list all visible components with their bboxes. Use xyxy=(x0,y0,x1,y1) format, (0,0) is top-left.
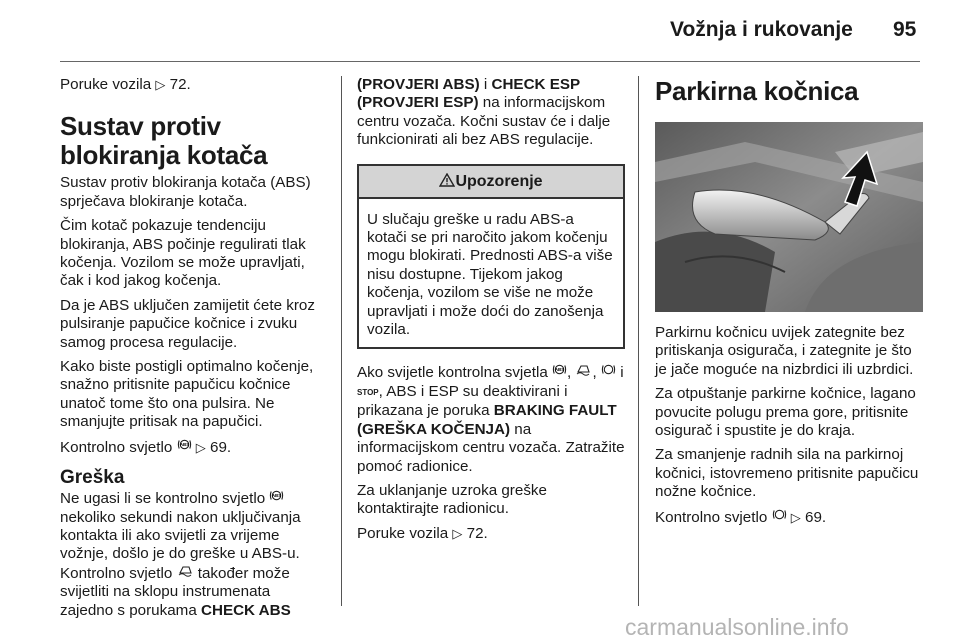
subheading-fault: Greška xyxy=(60,467,125,489)
esp-skid-icon xyxy=(177,564,194,582)
warning-box xyxy=(357,164,625,350)
abs-warning-icon xyxy=(269,489,284,507)
cross-reference: Kontrolno svjetlo ABS ▷ 69. xyxy=(60,438,232,456)
column-divider xyxy=(341,76,342,606)
stop-icon: STOP xyxy=(357,387,379,397)
abs-warning-icon xyxy=(552,363,567,381)
arrow-ref-icon: ▷ xyxy=(195,439,206,455)
paragraph: Sustav protiv blokiranja kotača (ABS) sprječava blokiranje kotača. xyxy=(60,174,311,210)
svg-text:ABS: ABS xyxy=(272,493,282,499)
column-right xyxy=(655,76,923,533)
paragraph: (PROVJERI ABS) i CHECK ESP (PROVJERI ESP) na informacijskom centru vozača. Kočni sustav će i dalje funkcionirati ali bez ABS regulacije. xyxy=(357,76,611,149)
brake-circle-icon xyxy=(772,508,787,526)
column-middle xyxy=(357,76,625,549)
page-number: 95 xyxy=(893,18,917,41)
cross-reference: Poruke vozila ▷ 72. xyxy=(357,524,488,542)
column-left xyxy=(60,76,326,626)
watermark: carmanualsonline.info xyxy=(625,614,849,640)
column-divider xyxy=(638,76,639,606)
arrow-ref-icon: ▷ xyxy=(155,77,166,92)
warning-header: Upozorenje xyxy=(359,166,623,199)
paragraph: Za otpuštanje parkirne kočnice, lagano povucite polugu prema gore, pritisnite osigurač i spustite je do kraja. xyxy=(655,385,916,440)
abs-warning-icon xyxy=(177,438,192,456)
header-rule xyxy=(60,61,920,62)
paragraph: Za smanjenje radnih sila na parkirnoj kočnici, istovremeno pritisnite papučicu nožne kočnice. xyxy=(655,446,919,501)
paragraph: Da je ABS uključen zamijetit ćete kroz pulsiranje papučice kočnice i zvuku samog procesa regulacije. xyxy=(60,296,315,351)
svg-text:ABS: ABS xyxy=(179,441,189,447)
paragraph: Parkirnu kočnicu uvijek zategnite bez pritiskanja osigurača, i zategnite je što je jače moguće na nizbrdici ili uzbrdici. xyxy=(655,324,914,378)
svg-text:ABS: ABS xyxy=(554,367,565,373)
section-heading-parking-brake: Parkirna kočnica xyxy=(655,76,859,106)
paragraph: Kako biste postigli optimalno kočenje, snažno pritisnite papučicu kočnice unatoč tome što ona pulsira. Ne smanjujte pritisak na papučici. xyxy=(60,358,314,431)
brake-circle-icon xyxy=(601,363,616,381)
warning-body: U slučaju greške u radu ABS-a kotači se pri naročito jakom kočenju mogu blokirati. Prednosti ABS-a više nisu dostupne. Tijekom jakog kočenja, vozilom se više ne može upravljati i može doći do zanošenja vozila. xyxy=(367,210,613,339)
cross-reference: Poruke vozila ▷ 72. xyxy=(60,76,191,93)
cross-reference: Kontrolno svjetlo ▷ 69. xyxy=(655,508,827,526)
esp-skid-icon xyxy=(575,363,592,381)
running-header: Vožnja i rukovanje xyxy=(670,18,853,41)
arrow-ref-icon: ▷ xyxy=(790,509,801,525)
arrow-ref-icon: ▷ xyxy=(452,525,463,541)
paragraph: Čim kotač pokazuje tendenciju blokiranja, ABS počinje regulirati tlak kočenja. Vozilom se može upravljati, čak i kod jakog kočenja. xyxy=(60,217,306,290)
paragraph: Ako svijetle kontrolna svjetla ABS , , i STOP, ABS i ESP su deaktivirani i prikazana je poruka BRAKING FAULT (GREŠKA KOČENJA) na informacijskom centru vozača. Zatražite pomoć radionice. xyxy=(357,364,625,475)
parking-brake-illustration xyxy=(655,122,923,312)
paragraph: Ne ugasi li se kontrolno svjetlo ABS nekoliko sekundi nakon uključivanja kontakta ili ako svijetli za vrijeme vožnje, došlo je do greške u ABS-u. Kontrolno svjetlo također može svijetliti na sklopu instrumenata zajedno s porukama CHECK ABS xyxy=(60,490,301,619)
paragraph: Za uklanjanje uzroka greške kontaktirajte radionicu. xyxy=(357,481,547,518)
warning-triangle-icon xyxy=(439,173,455,190)
section-heading-abs: Sustav protiv blokiranja kotača xyxy=(60,111,268,171)
